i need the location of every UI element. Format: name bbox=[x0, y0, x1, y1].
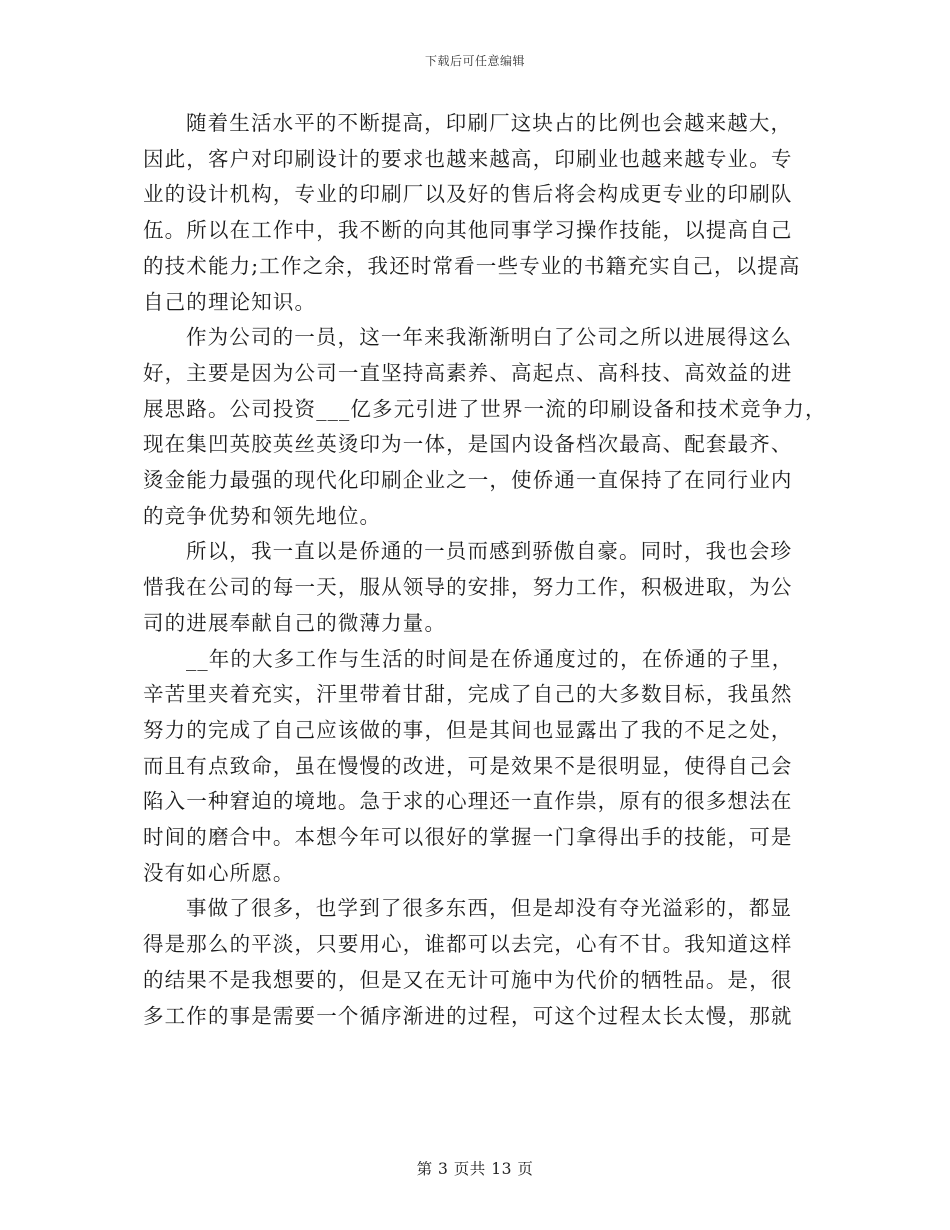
text-line: 得是那么的平淡，只要用心，谁都可以去完，心有不甘。我知道这样 bbox=[143, 932, 793, 957]
paragraph bbox=[143, 642, 808, 892]
text-line: 伍。所以在工作中，我不断的向其他同事学习操作技能，以提高自己 bbox=[143, 218, 793, 243]
text-line: 作为公司的一员，这一年来我渐渐明白了公司之所以进展得这么 bbox=[186, 325, 793, 350]
text-line: 时间的磨合中。本想今年可以很好的掌握一门拿得出手的技能，可是 bbox=[143, 825, 793, 850]
text-line: 所以，我一直以是侨通的一员而感到骄傲自豪。同时，我也会珍 bbox=[186, 539, 793, 564]
document-body bbox=[143, 106, 827, 1034]
paragraph bbox=[143, 891, 808, 1034]
text-line: 没有如心所愿。 bbox=[143, 860, 295, 885]
text-line: 好，主要是因为公司一直坚持高素养、高起点、高科技、高效益的进 bbox=[143, 360, 793, 385]
text-line: 辛苦里夹着充实，汗里带着甘甜，完成了自己的大多数目标，我虽然 bbox=[143, 682, 793, 707]
paragraph bbox=[143, 106, 808, 320]
text-line: 展思路。公司投资___亿多元引进了世界一流的印刷设备和技术竞争力， bbox=[143, 396, 827, 421]
text-line: __年的大多工作与生活的时间是在侨通度过的，在侨通的子里， bbox=[186, 646, 794, 671]
text-line: 努力的完成了自己应该做的事，但是其间也显露出了我的不足之处， bbox=[143, 717, 793, 742]
text-line: 司的进展奉献自己的微薄力量。 bbox=[143, 610, 447, 635]
page-header: 下载后可任意编辑 bbox=[424, 54, 525, 68]
text-line: 的结果不是我想要的，但是又在无计可施中为代价的牺牲品。是，很 bbox=[143, 967, 793, 992]
text-line: 自己的理论知识。 bbox=[143, 289, 317, 314]
text-line: 多工作的事是需要一个循序渐进的过程，可这个过程太长太慢，那就 bbox=[143, 1003, 793, 1028]
text-line: 业的设计机构，专业的印刷厂以及好的售后将会构成更专业的印刷队 bbox=[143, 182, 793, 207]
text-line: 现在集凹英胶英丝英烫印为一体，是国内设备档次最高、配套最齐、 bbox=[143, 432, 793, 457]
text-line: 烫金能力最强的现代化印刷企业之一，使侨通一直保持了在同行业内 bbox=[143, 468, 793, 493]
paragraph bbox=[143, 534, 808, 641]
paragraph bbox=[143, 320, 827, 534]
text-line: 随着生活水平的不断提高，印刷厂这块占的比例也会越来越大， bbox=[186, 111, 793, 135]
text-line: 因此，客户对印刷设计的要求也越来越高，印刷业也越来越专业。专 bbox=[143, 146, 793, 171]
text-line: 陷入一种窘迫的境地。急于求的心理还一直作祟，原有的很多想法在 bbox=[143, 789, 793, 814]
text-line: 而且有点致命，虽在慢慢的改进，可是效果不是很明显，使得自己会 bbox=[143, 753, 793, 778]
text-line: 的竞争优势和领先地位。 bbox=[143, 503, 382, 528]
page-number: 第 3 页共 13 页 bbox=[416, 1160, 534, 1178]
text-line: 的技术能力;工作之余，我还时常看一些专业的书籍充实自己，以提高 bbox=[143, 253, 801, 278]
text-line: 惜我在公司的每一天，服从领导的安排，努力工作，积极进取，为公 bbox=[143, 575, 793, 600]
text-line: 事做了很多，也学到了很多东西，但是却没有夺光溢彩的，都显 bbox=[186, 896, 793, 921]
